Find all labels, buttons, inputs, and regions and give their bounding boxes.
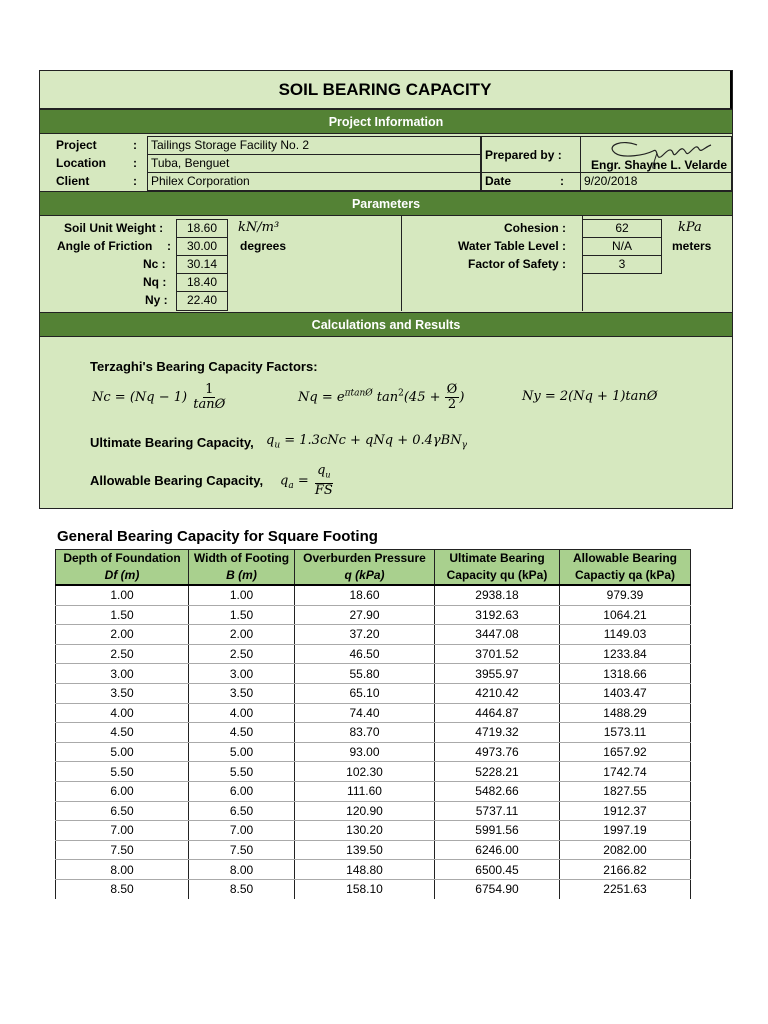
parameters-block [40,216,732,311]
allowable-cell[interactable]: 1573.11 [560,723,691,743]
cohesion-label: Cohesion : [504,221,566,235]
calculations-block [40,337,732,509]
unit-weight-unit: kN/m³ [238,220,280,235]
date-colon: : [560,174,564,188]
ultimate-cell[interactable]: 3701.52 [435,644,560,664]
water-table-unit: meters [672,239,712,253]
allowable-cell[interactable]: 1827.55 [560,781,691,801]
depth-cell[interactable]: 7.00 [56,821,189,841]
table-row [56,821,691,841]
overburden-cell[interactable]: 18.60 [295,585,435,605]
prepared-by-value-field[interactable] [580,136,732,173]
overburden-header-line2: q (kPa) [344,568,385,582]
results-table-header [56,550,691,586]
ultimate-bearing-equation: $q_u = 1.3cNc$ + qNq + 0.4γBN$_\gamma$ [266,433,467,451]
width-cell[interactable]: 2.00 [189,625,295,645]
prepared-by-label: Prepared by : [485,148,562,162]
overburden-cell[interactable]: 93.00 [295,742,435,762]
overburden-cell[interactable]: 120.90 [295,801,435,821]
overburden-cell[interactable]: 46.50 [295,644,435,664]
calculations-header: Calculations and Results [40,312,732,337]
friction-value: 30.00 [186,239,218,253]
results-table-body [56,585,691,899]
signature-image [593,137,723,171]
depth-cell[interactable]: 2.00 [56,625,189,645]
factor-of-safety-value: 3 [618,257,626,271]
ny-label: Ny : [145,293,168,307]
width-cell[interactable]: 7.00 [189,821,295,841]
parameters-divider [401,216,402,311]
unit-weight-field[interactable] [176,219,228,238]
allowable-header [560,550,691,586]
width-cell[interactable]: 5.00 [189,742,295,762]
results-table [55,549,691,899]
width-cell[interactable]: 3.00 [189,664,295,684]
factor-of-safety-label: Factor of Safety : [467,257,566,271]
water-table-field[interactable] [582,237,662,256]
allowable-cell[interactable]: 1318.66 [560,664,691,684]
ultimate-header-line2: Capacity qu (kPa) [446,568,548,582]
depth-cell[interactable]: 3.50 [56,683,189,703]
allowable-cell[interactable]: 1912.37 [560,801,691,821]
location-label: Location [56,156,106,170]
ultimate-cell[interactable]: 5991.56 [435,821,560,841]
allowable-bearing-label: Allowable Bearing Capacity, [90,473,264,488]
location-colon: : [133,156,137,170]
allowable-cell[interactable]: 1488.29 [560,703,691,723]
client-colon: : [133,174,137,188]
depth-cell[interactable]: 8.00 [56,860,189,880]
table-row [56,762,691,782]
allowable-cell[interactable]: 1657.92 [560,742,691,762]
depth-cell[interactable]: 6.00 [56,781,189,801]
width-cell[interactable]: 5.50 [189,762,295,782]
nc-field[interactable] [176,255,228,274]
ultimate-header [435,550,560,586]
project-colon: : [133,138,137,152]
width-cell[interactable]: 6.50 [189,801,295,821]
client-label: Client [56,174,90,188]
allowable-header-line1: Allowable Bearing [572,551,678,565]
table-row [56,801,691,821]
soil-bearing-capacity-sheet [39,70,733,509]
depth-cell[interactable]: 1.00 [56,585,189,605]
depth-cell[interactable]: 2.50 [56,644,189,664]
ultimate-cell[interactable]: 6500.45 [435,860,560,880]
width-cell[interactable]: 6.00 [189,781,295,801]
table-row [56,781,691,801]
allowable-cell[interactable]: 1997.19 [560,821,691,841]
table-row [56,840,691,860]
parameters-header: Parameters [40,191,732,216]
project-value-field[interactable] [147,136,481,155]
project-info-block [40,134,732,191]
width-header-line1: Width of Footing [193,551,290,565]
overburden-cell[interactable]: 148.80 [295,860,435,880]
overburden-cell[interactable]: 55.80 [295,664,435,684]
allowable-cell[interactable]: 1233.84 [560,644,691,664]
depth-cell[interactable]: 3.00 [56,664,189,684]
ultimate-cell[interactable]: 5228.21 [435,762,560,782]
unit-weight-value: 18.60 [186,221,218,235]
ultimate-cell[interactable]: 4719.32 [435,723,560,743]
overburden-cell[interactable]: 139.50 [295,840,435,860]
client-value: Philex Corporation [151,174,250,188]
allowable-cell[interactable]: 1403.47 [560,683,691,703]
table-row [56,860,691,880]
cohesion-unit: kPa [678,220,702,235]
nc-value: 30.14 [186,257,218,271]
unit-weight-label: Soil Unit Weight : [64,221,164,235]
ultimate-cell[interactable]: 5737.11 [435,801,560,821]
water-table-label: Water Table Level : [457,239,566,253]
page-title: SOIL BEARING CAPACITY [40,71,732,109]
ultimate-cell[interactable]: 4973.76 [435,742,560,762]
location-value: Tuba, Benguet [151,156,230,170]
friction-colon: : [167,239,171,253]
width-cell[interactable]: 1.50 [189,605,295,625]
width-cell[interactable]: 2.50 [189,644,295,664]
friction-unit: degrees [240,239,287,253]
width-cell[interactable]: 4.00 [189,703,295,723]
project-value: Tailings Storage Facility No. 2 [151,138,310,152]
table-row [56,605,691,625]
nc-label: Nc : [143,257,166,271]
overburden-cell[interactable]: 83.70 [295,723,435,743]
ultimate-cell[interactable]: 3192.63 [435,605,560,625]
allowable-cell[interactable]: 979.39 [560,585,691,605]
table-row [56,703,691,723]
overburden-cell[interactable]: 158.10 [295,879,435,898]
depth-cell[interactable]: 5.00 [56,742,189,762]
ultimate-cell[interactable]: 6754.90 [435,879,560,898]
terzaghi-heading: Terzaghi's Bearing Capacity Factors: [90,359,318,374]
nc-equation: Nc = (Nq − 1) $\frac{1}{\tan Ø}$ [92,382,226,412]
ultimate-bearing-label: Ultimate Bearing Capacity, [90,435,254,450]
location-value-field[interactable] [147,154,481,173]
nq-value: 18.40 [186,275,218,289]
overburden-cell[interactable]: 102.30 [295,762,435,782]
overburden-cell[interactable]: 37.20 [295,625,435,645]
ultimate-cell[interactable]: 5482.66 [435,781,560,801]
overburden-cell[interactable]: 27.90 [295,605,435,625]
ultimate-cell[interactable]: 3955.97 [435,664,560,684]
ny-value: 22.40 [186,293,218,307]
width-cell[interactable]: 4.50 [189,723,295,743]
ultimate-cell[interactable]: 2938.18 [435,585,560,605]
nq-equation: $Nq = e^{\pi tanØ}$ $\tan^2(45$ + $\frac{Ø}{2}$ ) [298,382,465,412]
overburden-cell[interactable]: 111.60 [295,781,435,801]
depth-header-line2: Df (m) [104,568,140,582]
allowable-bearing-equation: $q_a$ = $\frac{q_u}{FS}$ [280,463,333,498]
prepared-by-label-cell [481,136,581,173]
depth-cell[interactable]: 4.50 [56,723,189,743]
ultimate-cell[interactable]: 6246.00 [435,840,560,860]
table-row [56,625,691,645]
date-value: 9/20/2018 [584,174,638,188]
ny-equation: Ny = 2(Nq + 1)tanØ [522,389,658,404]
depth-header [56,550,189,586]
allowable-cell[interactable]: 1742.74 [560,762,691,782]
width-cell[interactable]: 8.00 [189,860,295,880]
overburden-header-line1: Overburden Pressure [303,551,426,565]
depth-cell[interactable]: 6.50 [56,801,189,821]
project-information-header: Project Information [40,109,732,134]
table-row [56,683,691,703]
depth-cell[interactable]: 5.50 [56,762,189,782]
project-label: Project [56,138,97,152]
ultimate-cell[interactable]: 4210.42 [435,683,560,703]
date-value-field[interactable] [580,172,732,191]
ultimate-cell[interactable]: 4464.87 [435,703,560,723]
width-header [189,550,295,586]
width-cell[interactable]: 8.50 [189,879,295,898]
overburden-cell[interactable]: 65.10 [295,683,435,703]
friction-field[interactable] [176,237,228,256]
ny-field[interactable] [176,291,228,311]
ultimate-header-line1: Ultimate Bearing [449,551,545,565]
overburden-cell[interactable]: 74.40 [295,703,435,723]
depth-cell[interactable]: 1.50 [56,605,189,625]
allowable-cell[interactable]: 2166.82 [560,860,691,880]
table-row [56,664,691,684]
width-header-line2: B (m) [226,568,257,582]
ultimate-cell[interactable]: 3447.08 [435,625,560,645]
depth-cell[interactable]: 4.00 [56,703,189,723]
results-table-title: General Bearing Capacity for Square Footing [57,528,378,545]
prepared-by-value: Engr. Shayne L. Velarde [591,158,728,172]
allowable-header-line2: Capactiy qa (kPa) [574,568,676,582]
factor-of-safety-field[interactable] [582,255,662,274]
table-row [56,585,691,605]
table-row [56,644,691,664]
depth-header-line1: Depth of Foundation [63,551,181,565]
depth-cell[interactable]: 8.50 [56,879,189,898]
client-value-field[interactable] [147,172,481,191]
date-label: Date [485,174,512,188]
water-table-value: N/A [611,239,632,253]
table-row [56,723,691,743]
overburden-header [295,550,435,586]
cohesion-field[interactable] [582,219,662,238]
width-cell[interactable]: 1.00 [189,585,295,605]
allowable-cell[interactable]: 1149.03 [560,625,691,645]
depth-cell[interactable]: 7.50 [56,840,189,860]
width-cell[interactable]: 7.50 [189,840,295,860]
overburden-cell[interactable]: 130.20 [295,821,435,841]
date-label-cell [481,172,581,191]
nq-label: Nq : [143,275,167,289]
width-cell[interactable]: 3.50 [189,683,295,703]
allowable-cell[interactable]: 2082.00 [560,840,691,860]
table-row [56,742,691,762]
nq-field[interactable] [176,273,228,292]
friction-label: Angle of Friction [57,239,153,253]
allowable-cell[interactable]: 2251.63 [560,879,691,898]
allowable-cell[interactable]: 1064.21 [560,605,691,625]
cohesion-value: 62 [615,221,629,235]
table-row [56,879,691,898]
